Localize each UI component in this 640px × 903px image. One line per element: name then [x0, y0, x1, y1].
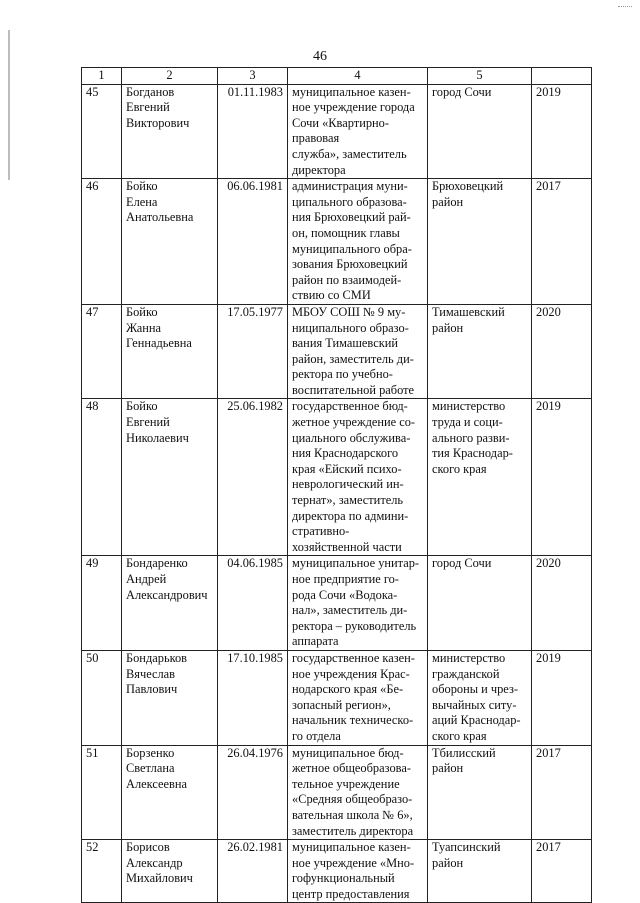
person-name: [122, 745, 218, 840]
table-row: [82, 745, 592, 840]
year: 2017: [532, 840, 592, 903]
row-number: 51: [82, 745, 122, 840]
table-row: [82, 84, 592, 179]
table-row: [82, 650, 592, 745]
region-text: Тбилисский район: [432, 745, 496, 776]
workplace-position-text: государственное бюд- жетное учреждение со- циального обслужива- ния Краснодарского края «Ейский психо- неврологический ин- тернат», заместитель директора по админи- стративно- хозяйственной части: [292, 399, 416, 554]
workplace-position: [288, 179, 428, 305]
header-col-6: [532, 68, 592, 85]
workplace-position-text: муниципальное казен- ное учреждение «Мно- гофункциональный центр предоставления: [292, 840, 415, 901]
region: [428, 840, 532, 903]
birth-date: 06.06.1981: [218, 179, 288, 305]
workplace-position-text: муниципальное бюд- жетное общеобразова- тельное учреждение «Средняя общеобразо- вательная школа № 6», заместитель директора: [292, 745, 414, 838]
workplace-position: [288, 556, 428, 651]
person-name-text: Богданов Евгений Викторович: [126, 84, 190, 130]
table-row: [82, 179, 592, 305]
page-number: 46: [313, 49, 327, 64]
person-name: [122, 650, 218, 745]
birth-date: 17.05.1977: [218, 304, 288, 399]
year: 2019: [532, 84, 592, 179]
table-body: [82, 84, 592, 903]
workplace-position: [288, 84, 428, 179]
region-text: министерство труда и соци- ального разви- тия Краснодар- ского края: [432, 399, 513, 476]
year: 2019: [532, 399, 592, 556]
workplace-position: [288, 399, 428, 556]
registry-table: [81, 67, 592, 903]
person-name: [122, 399, 218, 556]
header-col-4: 4: [288, 68, 428, 85]
region-text: министерство гражданской обороны и чрез- вычайных ситу- аций Краснодар- ского края: [432, 650, 521, 743]
person-name: [122, 179, 218, 305]
row-number: 50: [82, 650, 122, 745]
row-number: 52: [82, 840, 122, 903]
person-name: [122, 84, 218, 179]
region: [428, 556, 532, 651]
row-number: 49: [82, 556, 122, 651]
region: [428, 179, 532, 305]
person-name-text: Борзенко Светлана Алексеевна: [126, 745, 187, 791]
workplace-position-text: МБОУ СОШ № 9 му- ниципального образо- вания Тимашевский район, заместитель ди- ректора по учебно- воспитательной работе: [292, 304, 415, 397]
region: [428, 84, 532, 179]
year: 2017: [532, 179, 592, 305]
year: 2017: [532, 745, 592, 840]
birth-date: 04.06.1985: [218, 556, 288, 651]
workplace-position: [288, 304, 428, 399]
table-row: [82, 556, 592, 651]
person-name-text: Бойко Евгений Николаевич: [126, 399, 189, 445]
region: [428, 304, 532, 399]
row-number: 47: [82, 304, 122, 399]
person-name-text: Бондарьков Вячеслав Павлович: [126, 650, 188, 697]
workplace-position-text: муниципальное унитар- ное предприятие го- рода Сочи «Водока- нал», заместитель ди- ректора – руководитель аппарата: [292, 556, 420, 649]
birth-date: 01.11.1983: [218, 84, 288, 179]
table-row: [82, 304, 592, 399]
person-name-text: Борисов Александр Михайлович: [126, 840, 193, 886]
header-col-3: 3: [218, 68, 288, 85]
person-name: [122, 840, 218, 903]
region-text: Туапсинский район: [432, 840, 501, 870]
birth-date: 25.06.1982: [218, 399, 288, 556]
row-number: 45: [82, 84, 122, 179]
workplace-position-text: государственное казен- ное учреждения Крас- нодарского края «Бе- зопасный регион», начальник техническо- го отдела: [292, 650, 415, 743]
birth-date: 17.10.1985: [218, 650, 288, 745]
person-name: [122, 556, 218, 651]
row-number: 46: [82, 179, 122, 305]
header-col-1: 1: [82, 68, 122, 85]
year: 2019: [532, 650, 592, 745]
region-text: город Сочи: [432, 84, 492, 99]
region: [428, 399, 532, 556]
scan-corner-mark: [618, 6, 632, 10]
person-name-text: Бойко Елена Анатольевна: [126, 179, 194, 225]
region-text: Брюховецкий район: [432, 179, 504, 209]
person-name: [122, 304, 218, 399]
region-text: город Сочи: [432, 556, 492, 571]
row-number: 48: [82, 399, 122, 556]
workplace-position: [288, 840, 428, 903]
header-col-5: 5: [428, 68, 532, 85]
year: 2020: [532, 304, 592, 399]
workplace-position-text: администрация муни- ципального образова- ния Брюховецкий рай- он, помощник главы муниципального обра- зования Брюховецкий район по взаимодей- ствию со СМИ: [292, 179, 412, 303]
birth-date: 26.04.1976: [218, 745, 288, 840]
table-header: [82, 68, 592, 85]
person-name-text: Бойко Жанна Геннадьевна: [126, 304, 192, 351]
region-text: Тимашевский район: [432, 304, 505, 335]
person-name-text: Бондаренко Андрей Александрович: [126, 556, 208, 602]
workplace-position: [288, 745, 428, 840]
region: [428, 745, 532, 840]
year: 2020: [532, 556, 592, 651]
table-row: [82, 840, 592, 903]
table-row: [82, 399, 592, 556]
header-row: [82, 68, 592, 85]
workplace-position-text: муниципальное казен- ное учреждение города Сочи «Квартирно- правовая служба», заместитель директора: [292, 84, 415, 177]
workplace-position: [288, 650, 428, 745]
region: [428, 650, 532, 745]
header-col-2: 2: [122, 68, 218, 85]
birth-date: 26.02.1981: [218, 840, 288, 903]
